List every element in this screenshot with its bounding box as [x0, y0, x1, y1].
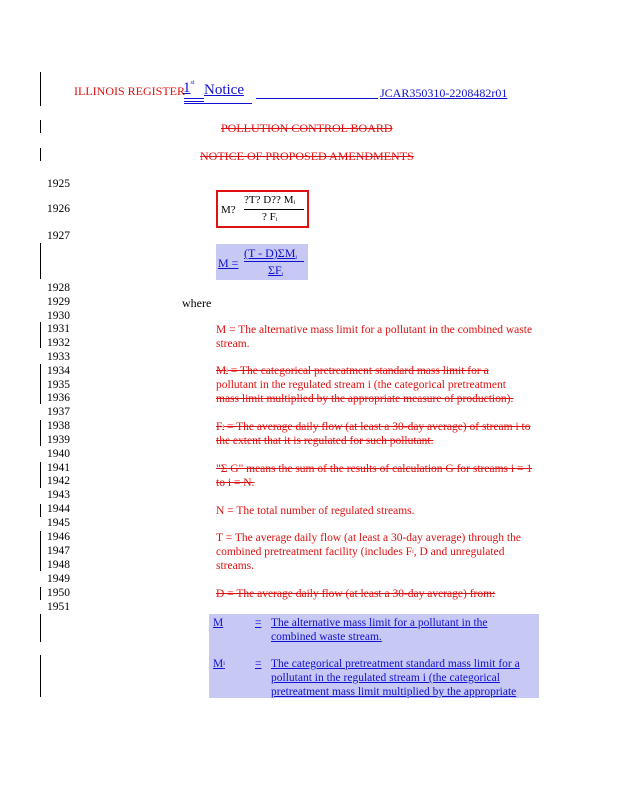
line-number: 1933: [47, 351, 70, 363]
line-number: 1939: [47, 434, 70, 446]
change-bar: [40, 504, 41, 517]
old-denominator-text: ? F: [262, 211, 276, 223]
row-text: The alternative mass limit for a pollutant in the combined waste stream.: [271, 617, 488, 643]
line-number: 1951: [47, 601, 70, 613]
change-bar: [40, 322, 41, 348]
mi-symbol-letter: M: [216, 365, 227, 377]
t-def-sub: i: [412, 549, 414, 555]
line-number: 1944: [47, 503, 70, 515]
change-bar: [40, 462, 41, 488]
fi-symbol-letter: F: [216, 421, 223, 433]
definition-fi: [216, 420, 538, 448]
definition-t: [216, 531, 538, 573]
line-number: 1943: [47, 489, 70, 501]
row-symbol-letter: M: [213, 617, 224, 629]
line-number: 1946: [47, 531, 70, 543]
new-numerator-text: (T - D)ΣM: [244, 246, 296, 260]
mi-strike-text: = The categorical pretreatment standard mass limit for a: [227, 365, 489, 377]
line-number: 1950: [47, 587, 70, 599]
change-bar: [40, 120, 41, 133]
new-definitions-table: [209, 614, 539, 698]
row-text: The categorical pretreatment standard mass limit for a pollutant in the regulated stream i (the categorical pretreatment mass limit multiplied by the appropriate: [271, 658, 520, 698]
old-equation-lhs: M?: [221, 204, 236, 216]
new-numerator-sub: i: [295, 255, 298, 261]
row-symbol: [213, 616, 223, 630]
where-label: where: [182, 296, 212, 310]
line-number: 1947: [47, 545, 70, 557]
line-number: 1948: [47, 559, 70, 571]
old-numerator-text: ?T? D?? M: [244, 194, 294, 206]
new-denominator-sub: i: [281, 272, 284, 278]
register-name: ILLINOIS REGISTER: [74, 84, 185, 98]
definition-m: M = The alternative mass limit for a pollutant in the combined waste stream.: [216, 324, 533, 350]
old-equation-numerator: [244, 194, 295, 206]
board-title: POLLUTION CONTROL BOARD: [221, 121, 393, 135]
change-bar: [40, 531, 41, 571]
page-number-value: 1: [183, 80, 191, 96]
fi-text: = The average daily flow (at least a 30-day average) of stream i to the extent that it is regulated for such pollutant.: [216, 421, 531, 447]
row-symbol-sub: i: [223, 661, 225, 667]
line-number: 1941: [47, 462, 70, 474]
mi-symbol: [216, 365, 489, 377]
mi-line-2: pollutant in the regulated stream i (the categorical pretreatment: [216, 379, 506, 391]
line-number: 1935: [47, 379, 70, 391]
line-number: 1937: [47, 406, 70, 418]
definition-n: N = The total number of regulated streams.: [216, 505, 415, 517]
line-number: 1945: [47, 517, 70, 529]
new-equation-numerator: [244, 246, 297, 261]
new-equation: [216, 244, 308, 280]
register-header: [74, 84, 185, 99]
line-number: 1927: [47, 230, 70, 242]
t-def-part-1: T = The average daily flow (at least a 30-day average) through the combined pretreatment facility (includes F: [216, 532, 521, 558]
line-number: 1926: [47, 203, 70, 215]
notice-label: Notice: [204, 82, 244, 98]
row-equals: =: [255, 617, 262, 629]
definition-mi: [216, 364, 538, 406]
old-fraction-bar: [244, 209, 304, 210]
change-bar: [40, 243, 41, 279]
line-number: 1934: [47, 365, 70, 377]
mi-symbol-sub: i: [226, 368, 228, 374]
line-number: 1928: [47, 282, 70, 294]
new-fraction-bar: [244, 261, 304, 262]
header-underline: [184, 98, 204, 102]
change-bar: [40, 587, 41, 600]
change-bar: [40, 655, 41, 697]
line-number: 1929: [47, 296, 70, 308]
new-equation-lhs: M =: [218, 256, 239, 270]
old-numerator-sub: i: [293, 200, 296, 206]
line-number: 1932: [47, 337, 70, 349]
definition-d: D = The average daily flow (at least a 30-day average) from:: [216, 588, 496, 600]
jcar-id: JCAR350310-2208482r01: [380, 86, 508, 100]
header-underline: [184, 103, 252, 104]
line-number: 1942: [47, 475, 70, 487]
change-bar: [40, 72, 41, 106]
header-underline: [256, 98, 378, 99]
row-symbol-letter: M: [213, 658, 224, 670]
change-bar: [40, 364, 41, 404]
line-number: 1925: [47, 178, 70, 190]
line-number: 1931: [47, 323, 70, 335]
fi-symbol-sub: i: [222, 424, 225, 430]
old-denominator-sub: i: [275, 217, 278, 223]
row-equals: =: [255, 658, 262, 670]
line-number: 1938: [47, 420, 70, 432]
new-equation-denominator: [268, 263, 283, 278]
new-denominator-text: ΣF: [268, 263, 282, 277]
change-bar: [40, 614, 41, 642]
line-number: 1930: [47, 310, 70, 322]
change-bar: [40, 148, 41, 161]
page-number-suffix: st: [190, 80, 195, 86]
line-number: 1949: [47, 573, 70, 585]
change-bar: [40, 420, 41, 446]
t-def-part-2: , D and unregulated streams.: [216, 546, 505, 572]
notice-title: NOTICE OF PROPOSED AMENDMENTS: [200, 149, 414, 163]
old-equation-box[interactable]: [216, 190, 309, 228]
definition-sigma: "Σ G" means the sum of the results of calculation G for streams i = 1 to i = N.: [216, 463, 533, 489]
line-number: 1936: [47, 392, 70, 404]
row-symbol: [213, 657, 225, 671]
line-number: 1940: [47, 448, 70, 460]
old-equation-denominator: [262, 211, 277, 223]
page-number: [183, 80, 195, 97]
mi-line-3: mass limit multiplied by the appropriate measure of production).: [216, 393, 514, 405]
